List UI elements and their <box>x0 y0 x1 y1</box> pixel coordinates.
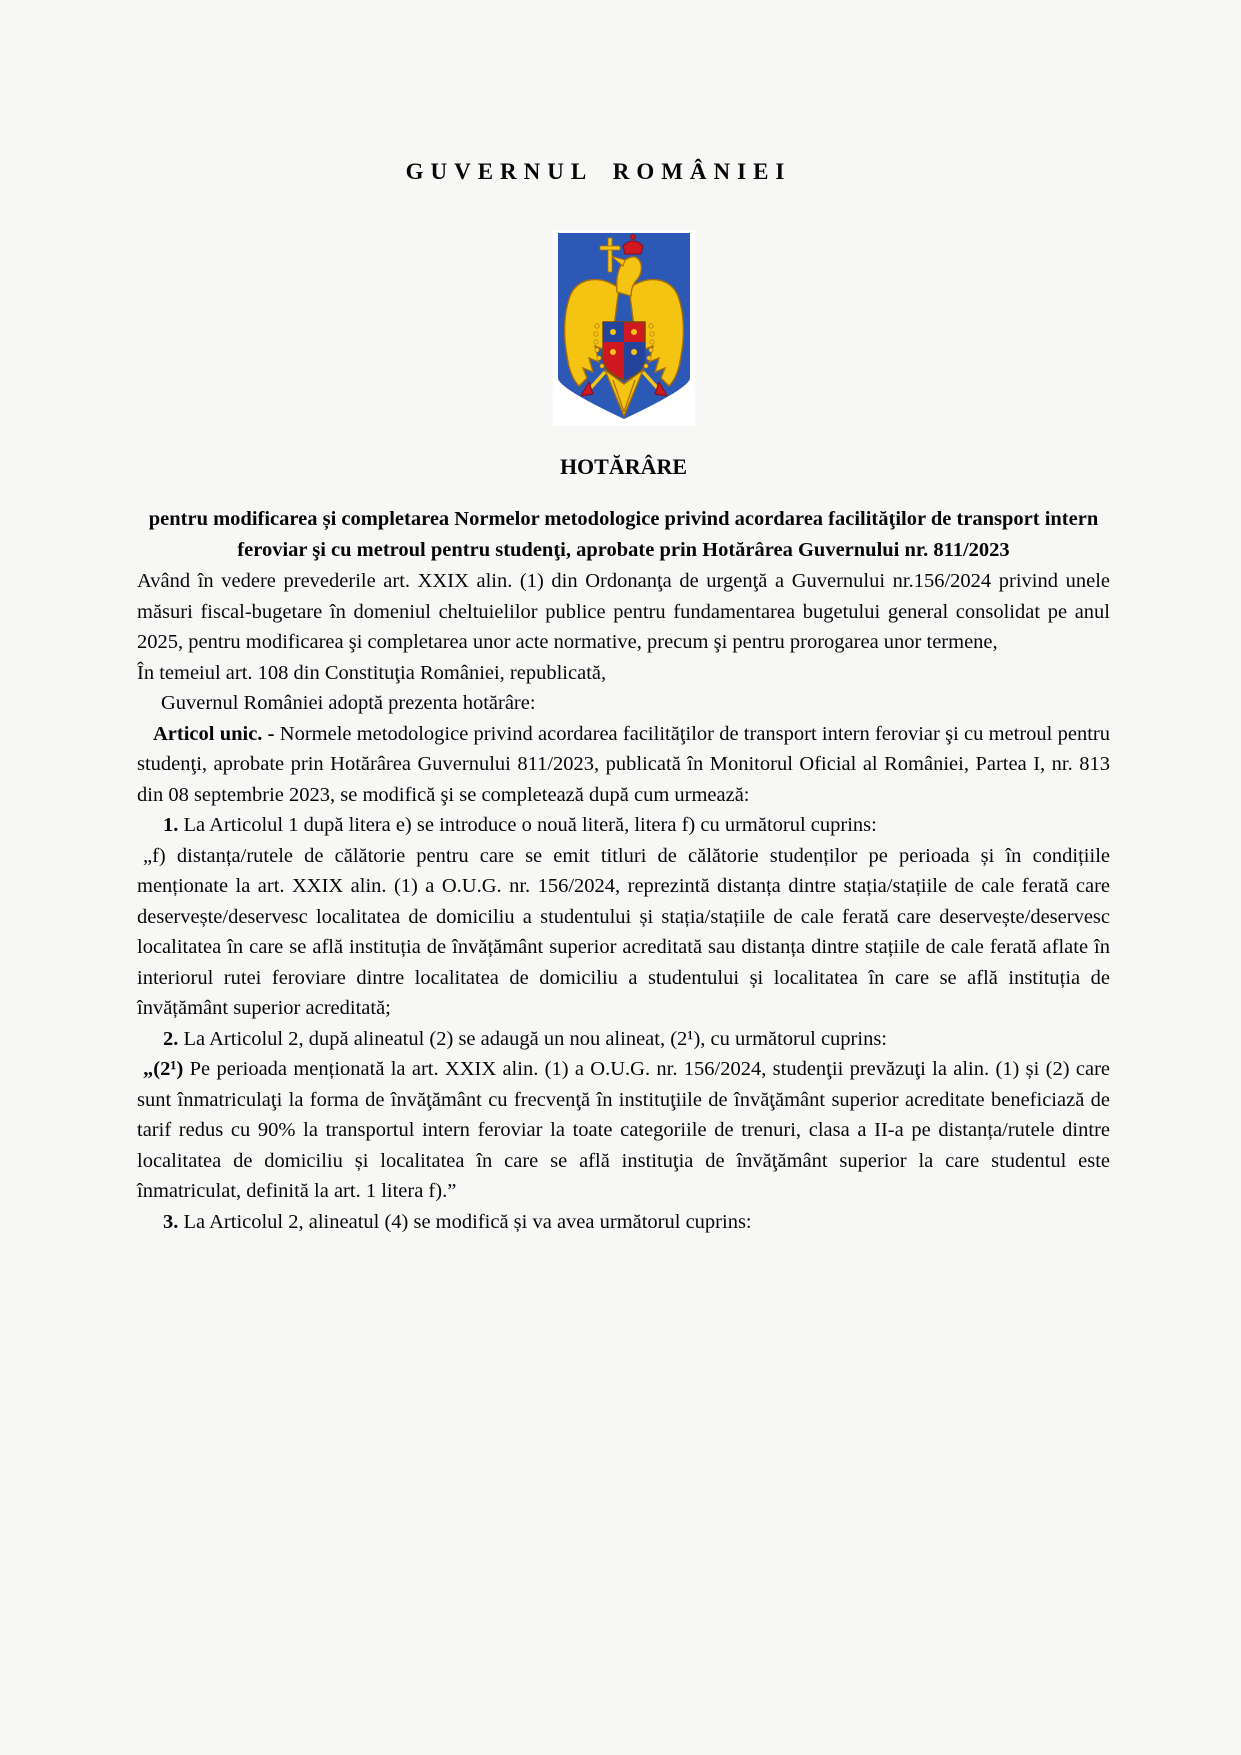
point-1-text: La Articolul 1 după litera e) se introduce o nouă literă, litera f) cu următorul cuprins: <box>183 814 877 836</box>
preamble-legal-basis: În temeiul art. 108 din Constituţia României, republicată, <box>137 661 607 684</box>
point-2-text: La Articolul 2, după alineatul (2) se adaugă un nou alineat, (2¹), cu următorul cuprins: <box>183 1027 887 1050</box>
point-2-number: 2. <box>163 1027 179 1050</box>
document-subtitle: pentru modificarea și completarea Normelor metodologice privind acordarea facilităţilor de transport intern feroviar şi cu metroul pentru studenţi, aprobate prin Hotărârea Guvernului nr. 811/2023 <box>148 508 1099 561</box>
document-type-heading: HOTĂRÂRE <box>559 454 688 479</box>
point-2-paragraph <box>137 1024 1110 1055</box>
quote-alineat-2-1-text: Pe perioada menționată la art. XXIX alin. (1) a O.U.G. nr. 156/2024, studenţii prevăzuţi la alin. (1) și (2) care sunt înmatriculaţi la forma de învăţământ cu frecvenţă în instituţiile de învăţământ superior acreditate beneficiază de tarif redus cu 90% la transportul intern feroviar la toate categoriile de trenuri, clasa a II-a pe distanța/rutele dintre localitatea de domiciliu și localitatea în care se află instituţia de învăţământ superior la care studentul este înmatriculat, definită la art. 1 litera f).” <box>137 1058 1110 1202</box>
preamble-having-regard: Având în vedere prevederile art. XXIX alin. (1) din Ordonanţa de urgenţă a Guvernului nr.156/2024 privind unele măsuri fiscal-bugetare în domeniul cheltuielilor publice pentru fundamentarea bugetului general consolidat pe anul 2025, pentru modificarea şi completarea unor acte normative, precum şi pentru prorogarea unor termene, <box>137 570 1110 653</box>
quote-alineat-2-1 <box>137 1054 1110 1207</box>
quote-letter-f: „f) distanța/rutele de călătorie pentru care se emit titluri de călătorie studenților pe perioada și în condițiile menționate la art. XXIX alin. (1) a O.U.G. nr. 156/2024, reprezintă distanța dintre stația/stațiile de cale ferată care deservește/deservesc localitatea de domiciliu a studentului și stația/stațiile de cale ferată care deservește/deservesc localitatea în care se află instituția de învățământ superior acreditată sau distanța dintre stațiile de cale ferată aflate în interiorul rutei feroviare dintre localitatea de domiciliu a studentului și localitatea în care se află instituția de învățământ superior acreditată; <box>137 844 1110 1019</box>
articol-unic-text: Normele metodologice privind acordarea facilităţilor de transport intern feroviar şi cu metroul pentru studenţi, aprobate prin Hotărârea Guvernului 811/2023, publicată în Monitorul Oficial al României, Partea I, nr. 813 din 08 septembrie 2023, se modifică şi se completează după cum urmează: <box>137 722 1110 806</box>
quote-alineat-2-1-label: „(2¹) <box>143 1058 184 1080</box>
point-1-paragraph <box>137 810 1110 841</box>
point-3-paragraph <box>137 1207 1110 1238</box>
coat-of-arms-icon <box>553 230 695 426</box>
point-1-number: 1. <box>163 814 179 836</box>
point-3-text: La Articolul 2, alineatul (4) se modifică și va avea următorul cuprins: <box>183 1210 752 1233</box>
page-title: GUVERNUL ROMÂNIEI <box>405 159 792 184</box>
adoption-clause: Guvernul României adoptă prezenta hotărâre: <box>161 692 536 714</box>
emblem-container <box>137 230 1110 426</box>
articol-unic-label: Articol unic. - <box>153 722 275 745</box>
articol-unic-paragraph <box>137 719 1110 811</box>
point-3-number: 3. <box>163 1210 179 1233</box>
